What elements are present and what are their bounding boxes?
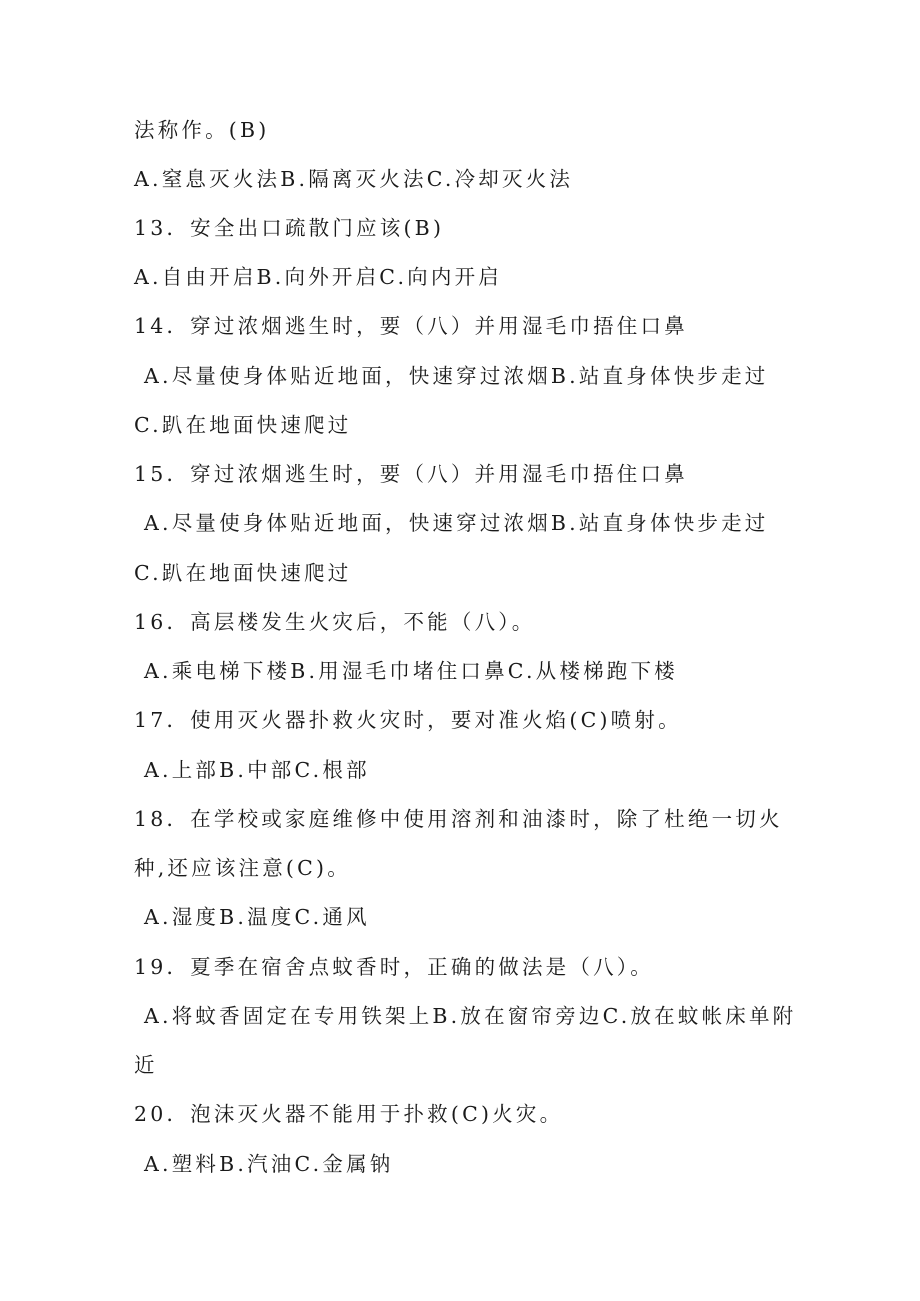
text-line-q20-question: 20．泡沫灭火器不能用于扑救(C)火灾。 (134, 1102, 564, 1126)
text-line-q13-options: A.自由开启B.向外开启C.向内开启 (134, 265, 502, 289)
text-line-q16-options: A.乘电梯下楼B.用湿毛巾堵住口鼻C.从楼梯跑下楼 (144, 659, 678, 683)
text-line-q15-options-a-b: A.尽量使身体贴近地面，快速穿过浓烟B.站直身体快步走过 (144, 511, 769, 535)
text-line-q20-options: A.塑料B.汽油C.金属钠 (144, 1152, 394, 1176)
text-line-q18-options: A.湿度B.温度C.通风 (144, 905, 370, 929)
text-line-q12-continuation: 法称作。(B) (134, 118, 270, 142)
text-line-q19-options: A.将蚊香固定在专用铁架上B.放在窗帘旁边C.放在蚊帐床单附 (144, 1004, 797, 1028)
text-line-q19-question: 19．夏季在宿舍点蚊香时，正确的做法是（八）。 (134, 955, 654, 979)
text-line-q14-option-c: C.趴在地面快速爬过 (134, 413, 352, 437)
text-line-q16-question: 16．高层楼发生火灾后，不能（八）。 (134, 610, 536, 634)
text-line-q14-options-a-b: A.尽量使身体贴近地面，快速穿过浓烟B.站直身体快步走过 (144, 364, 769, 388)
text-line-q17-options: A.上部B.中部C.根部 (144, 758, 370, 782)
text-line-q18-question-continuation: 种,还应该注意(C)。 (134, 856, 351, 880)
text-line-q17-question: 17．使用灭火器扑救火灾时，要对准火焰(C)喷射。 (134, 708, 682, 732)
text-line-q12-options: A.窒息灭火法B.隔离灭火法C.冷却灭火法 (134, 167, 574, 191)
text-line-q15-question: 15．穿过浓烟逃生时，要（八）并用湿毛巾捂住口鼻 (134, 462, 688, 486)
text-line-q18-question: 18．在学校或家庭维修中使用溶剂和油漆时，除了杜绝一切火 (134, 807, 783, 831)
text-line-q13-question: 13．安全出口疏散门应该(B) (134, 216, 445, 240)
text-line-q15-option-c: C.趴在地面快速爬过 (134, 561, 352, 585)
text-line-q14-question: 14．穿过浓烟逃生时，要（八）并用湿毛巾捂住口鼻 (134, 314, 688, 338)
text-line-q19-options-continuation: 近 (134, 1053, 158, 1077)
